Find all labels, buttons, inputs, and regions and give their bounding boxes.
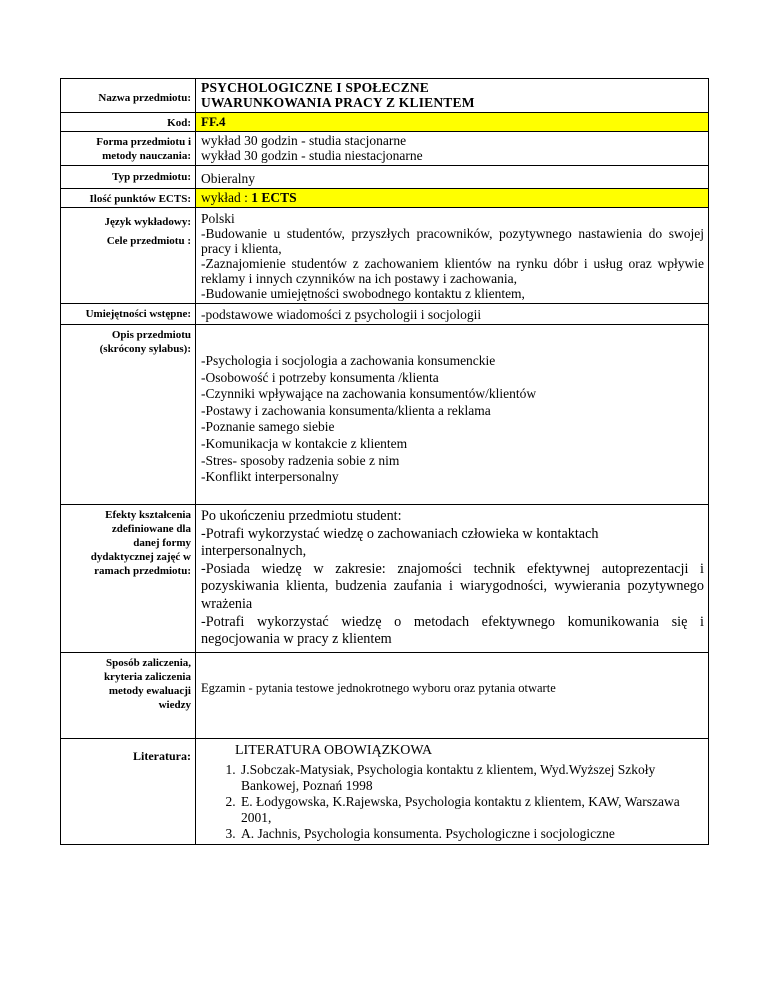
row-syllabus <box>61 325 709 505</box>
language-value: Polski <box>201 211 235 226</box>
form-label <box>61 132 196 166</box>
code-label: Kod: <box>61 113 196 132</box>
effect-item: -Posiada wiedzę w zakresie: znajomości technik efektywnej autoprezentacji i pozyskiwania klienta, budzenia zaufania i wiarygodności, wywierania pozytywnego wrażenia <box>201 560 704 612</box>
ects-points: 1 ECTS <box>251 190 297 205</box>
course-name-label: Nazwa przedmiotu: <box>61 79 196 113</box>
syllabus-item: -Psychologia i socjologia a zachowania konsumenckie <box>201 353 496 368</box>
syllabus-item: -Postawy i zachowania konsumenta/klienta a reklama <box>201 402 491 418</box>
literature-heading: LITERATURA OBOWIĄZKOWA <box>235 742 433 758</box>
course-title-line2: UWARUNKOWANIA PRACY Z KLIENTEM <box>201 95 475 110</box>
row-course-name <box>61 79 709 113</box>
effects-label-line: ramach przedmiotu: <box>94 565 191 577</box>
syllabus-item: -Konflikt interpersonalny <box>201 469 339 485</box>
effects-intro: Po ukończeniu przedmiotu student: <box>201 508 402 524</box>
course-title <box>196 79 709 113</box>
effects-value <box>196 505 709 653</box>
prereq-label: Umiejętności wstępne: <box>61 304 196 325</box>
literature-list <box>201 762 704 842</box>
syllabus-label <box>61 325 196 505</box>
ects-value <box>196 189 709 208</box>
type-label: Typ przedmiotu: <box>61 166 196 189</box>
row-effects <box>61 505 709 653</box>
assessment-label-line: metody ewaluacji <box>108 684 191 697</box>
language-label: Język wykładowy: <box>104 216 191 228</box>
row-form <box>61 132 709 166</box>
form-value-line1: wykład 30 godzin - studia stacjonarne <box>201 133 407 148</box>
effects-label-line: dydaktycznej zajęć w <box>90 551 191 563</box>
row-assessment <box>61 652 709 738</box>
row-ects <box>61 189 709 208</box>
row-prerequisites <box>61 304 709 325</box>
effects-label-line: zdefiniowane dla <box>111 523 191 535</box>
goals-label: Cele przedmiotu : <box>106 235 191 247</box>
effect-item: -Potrafi wykorzystać wiedzę o metodach efektywnego komunikowania się i negocjowania w pracy z klientem <box>201 613 704 648</box>
literature-item: 1. J.Sobczak-Matysiak, Psychologia kontaktu z klientem, Wyd.Wyższej Szkoły Bankowej, Poznań 1998 <box>239 762 704 794</box>
syllabus-document <box>60 78 708 845</box>
syllabus-list <box>196 325 709 505</box>
syllabus-item: -Stres- sposoby radzenia sobie z nim <box>201 452 400 468</box>
effects-label-line: danej formy <box>133 537 191 549</box>
effect-item: -Potrafi wykorzystać wiedzę o zachowaniach człowieka w kontaktach interpersonalnych, <box>201 525 599 560</box>
form-value-line2: wykład 30 godzin - studia niestacjonarne <box>201 148 423 163</box>
effects-label-line: Efekty kształcenia <box>105 509 191 521</box>
goal-item: -Budowanie u studentów, przyszłych pracowników, pozytywnego nastawienia do swojej pracy i klienta, <box>201 226 704 256</box>
language-goals-labels <box>61 208 196 304</box>
syllabus-label-line1: Opis przedmiotu <box>111 329 191 341</box>
syllabus-item: -Komunikacja w kontakcie z klientem <box>201 435 408 451</box>
course-title-line1: PSYCHOLOGICZNE I SPOŁECZNE <box>201 80 429 95</box>
literature-item: 3. A. Jachnis, Psychologia konsumenta. Psychologiczne i socjologiczne <box>239 826 704 842</box>
syllabus-item: -Poznanie samego siebie <box>201 419 335 435</box>
ects-prefix: wykład : <box>201 190 252 205</box>
code-value: FF.4 <box>196 113 709 132</box>
effects-label <box>61 505 196 653</box>
assessment-value: Egzamin - pytania testowe jednokrotnego wyboru oraz pytania otwarte <box>196 652 709 738</box>
literature-label: Literatura: <box>61 738 196 844</box>
goal-item: -Budowanie umiejętności swobodnego kontaktu z klientem, <box>201 286 525 301</box>
prereq-value: -podstawowe wiadomości z psychologii i socjologii <box>196 304 709 325</box>
assessment-label-line: Sposób zaliczenia, <box>106 656 191 669</box>
row-code <box>61 113 709 132</box>
language-goals-values <box>196 208 709 304</box>
type-value: Obieralny <box>196 166 709 189</box>
syllabus-table <box>60 78 709 845</box>
row-language-goals <box>61 208 709 304</box>
form-label-line2: metody nauczania: <box>102 150 191 162</box>
assessment-label-line: kryteria zaliczenia <box>103 670 191 683</box>
row-type <box>61 166 709 189</box>
form-label-line1: Forma przedmiotu i <box>96 136 191 148</box>
syllabus-item: -Czynniki wpływające na zachowania konsumentów/klientów <box>201 386 537 402</box>
form-value <box>196 132 709 166</box>
assessment-label-line: wiedzy <box>158 698 191 711</box>
literature-value <box>196 738 709 844</box>
assessment-label <box>61 652 196 738</box>
goal-item: -Zaznajomienie studentów z zachowaniem klientów na rynku dóbr i usług oraz wpływie reklamy i innych czynników na ich postawy i zachowania, <box>201 256 704 286</box>
literature-item: 2. E. Łodygowska, K.Rajewska, Psychologia kontaktu z klientem, KAW, Warszawa 2001, <box>239 794 704 826</box>
syllabus-label-line2: (skrócony sylabus): <box>99 343 191 355</box>
row-literature <box>61 738 709 844</box>
syllabus-item: -Osobowość i potrzeby konsumenta /klienta <box>201 369 439 385</box>
ects-label: Ilość punktów ECTS: <box>61 189 196 208</box>
